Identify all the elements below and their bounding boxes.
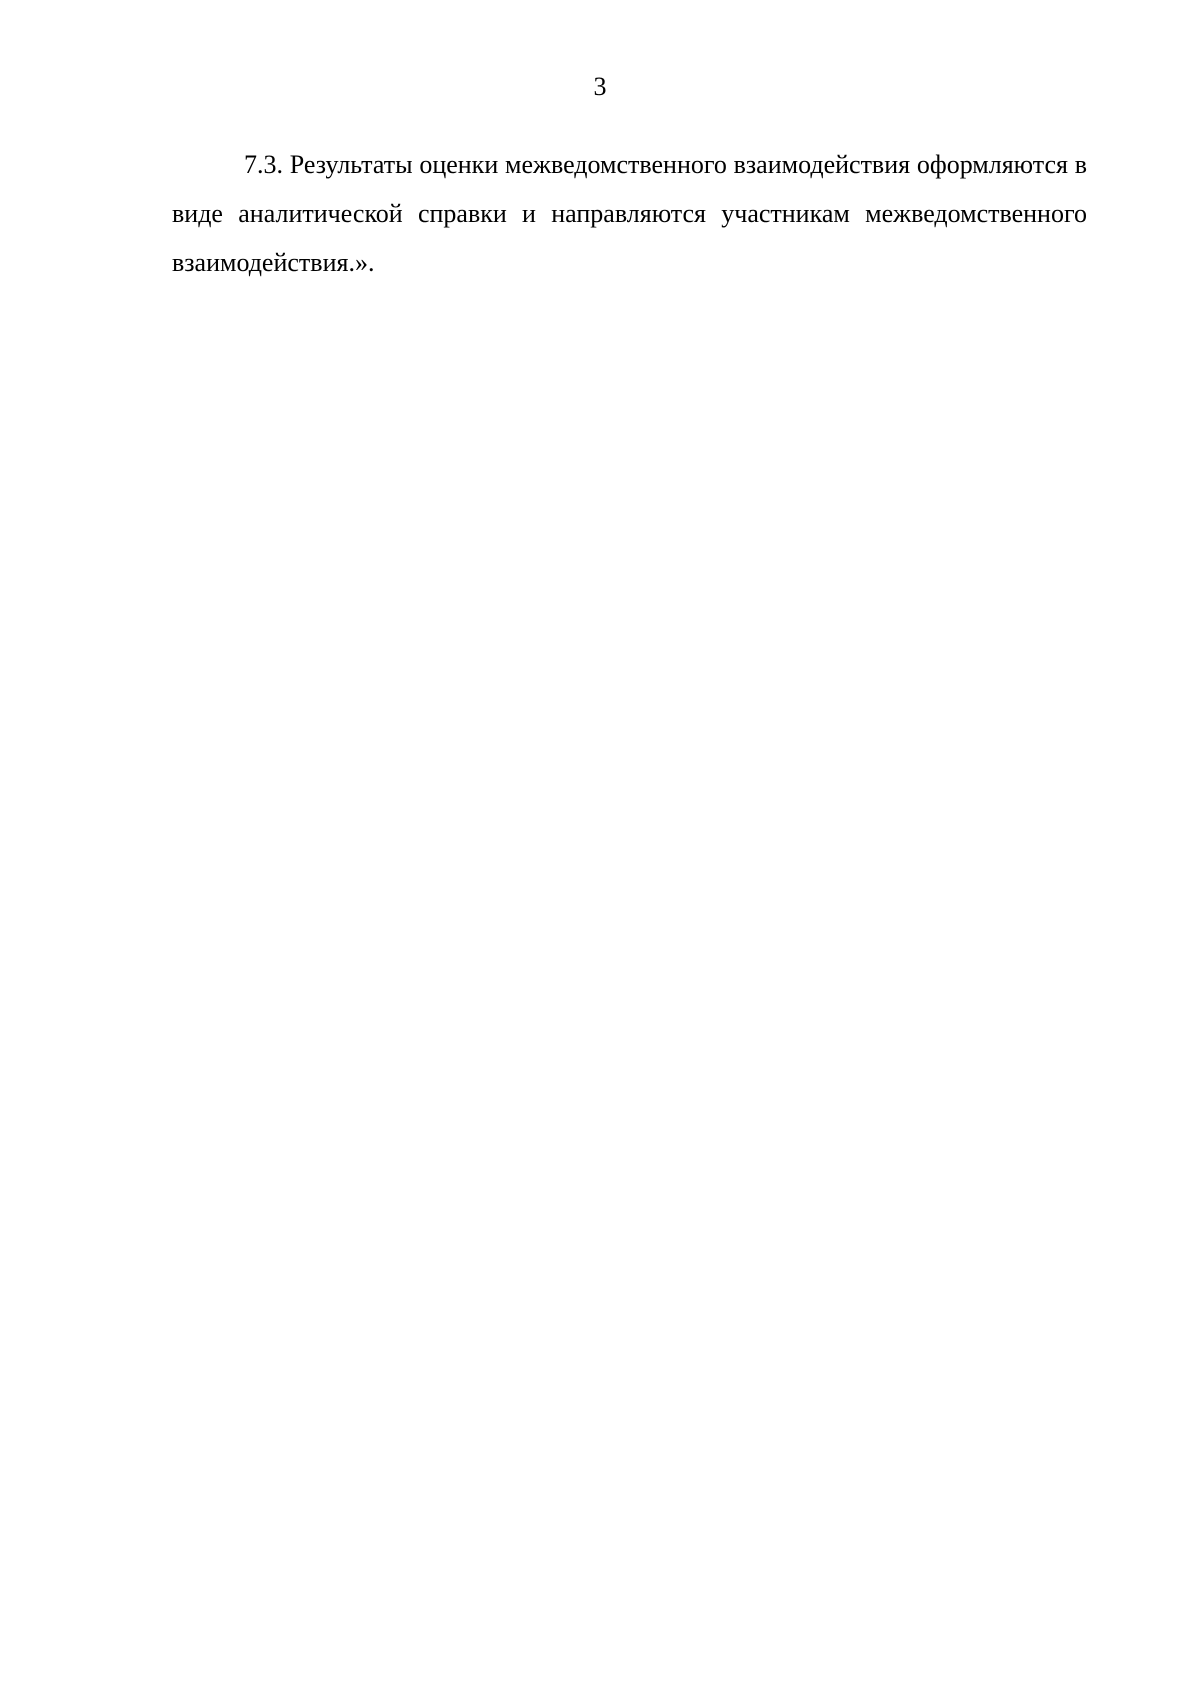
page-number: 3 bbox=[593, 72, 607, 101]
document-body bbox=[172, 140, 1087, 287]
paragraph-7-3: 7.3. Результаты оценки межведомственного взаимодействия оформляются в виде аналитической справки и направляются участникам межведомственного взаимодействия.». bbox=[172, 150, 1087, 277]
